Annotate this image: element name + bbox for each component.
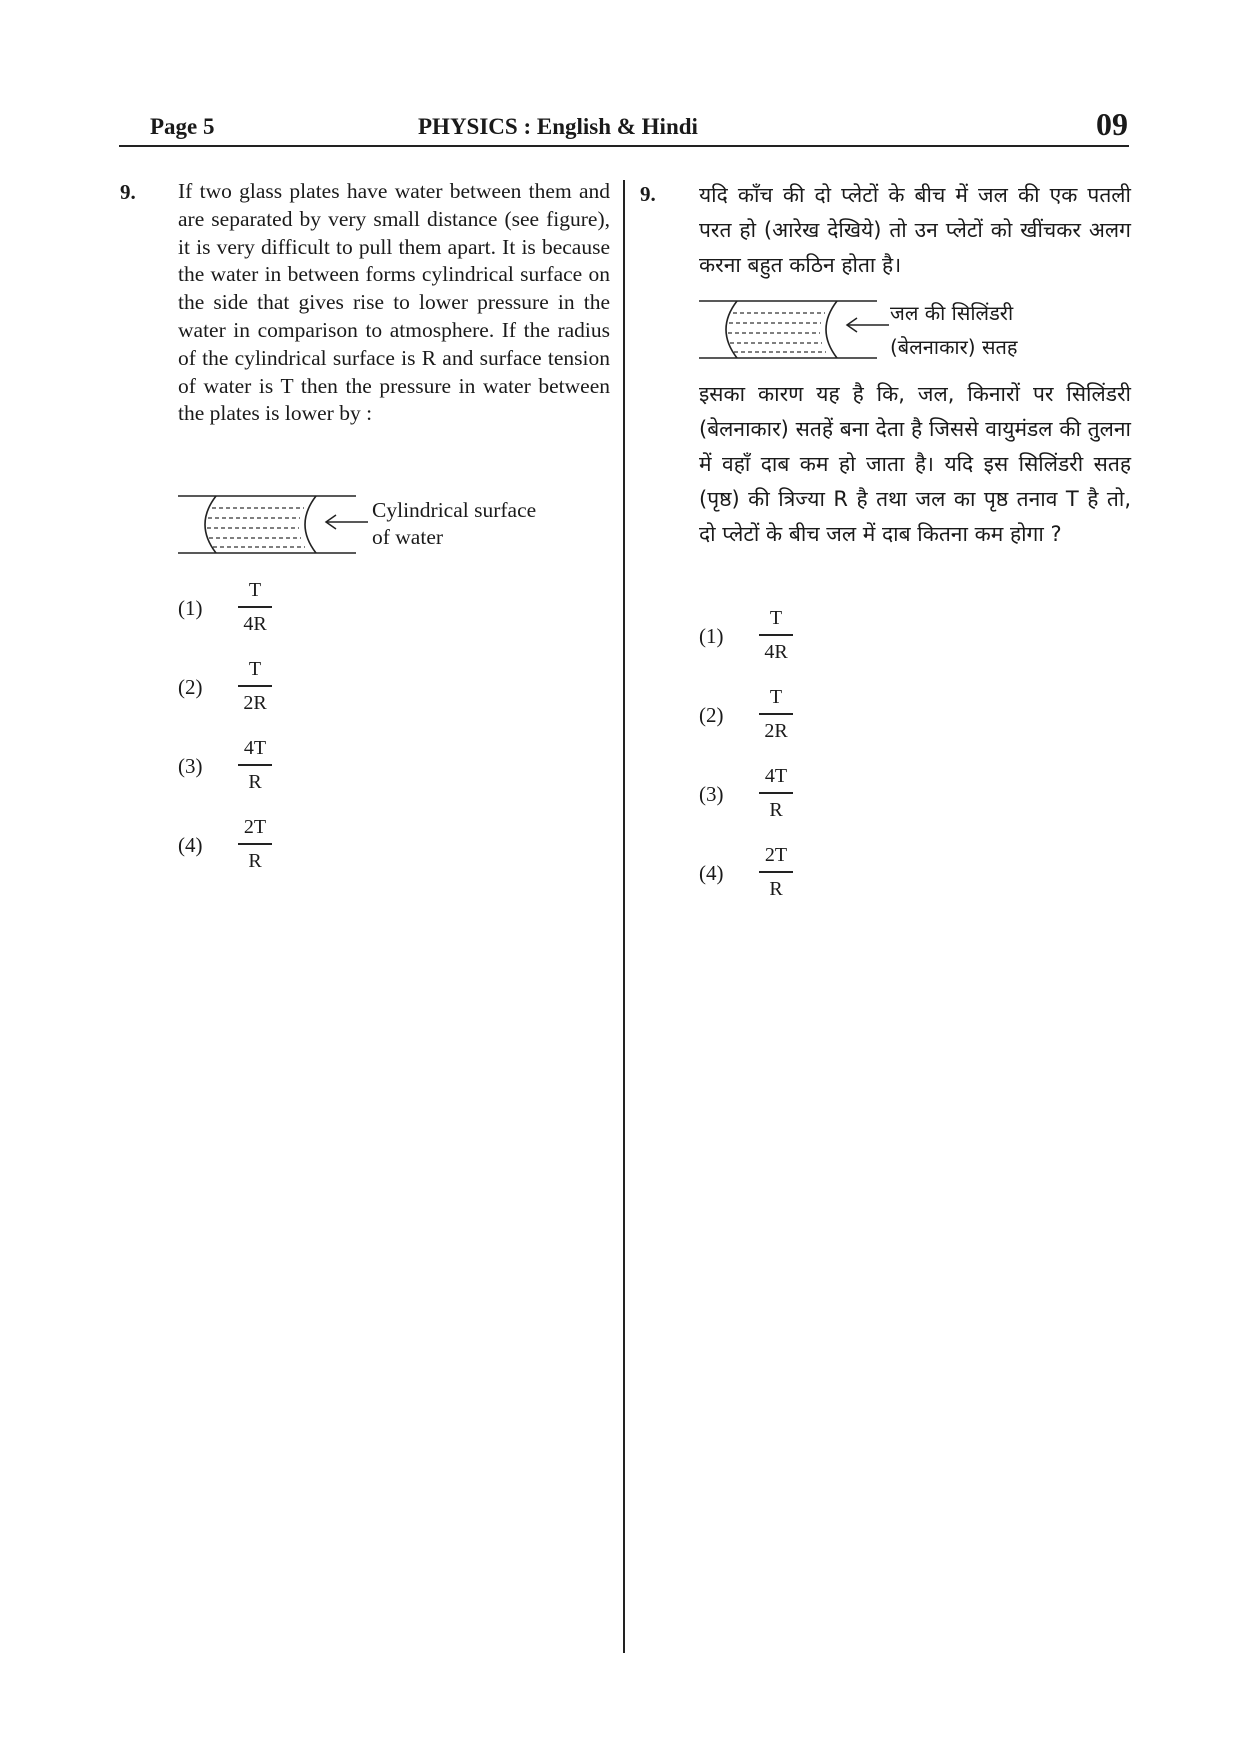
- option-label: (3): [178, 754, 203, 778]
- page-title: PHYSICS : English & Hindi: [418, 114, 698, 139]
- figure-label-en-line1: Cylindrical surface: [372, 498, 537, 522]
- page-number: Page 5: [150, 114, 215, 139]
- option-label: (1): [178, 596, 203, 620]
- fraction: 4T R: [759, 762, 793, 824]
- option-label: (3): [699, 782, 724, 806]
- header-divider: [119, 145, 1129, 147]
- question-text-hi-part1: यदि काँच की दो प्लेटों के बीच में जल की एक पतली परत हो (आरेख देखिये) तो उन प्लेटों को खींचकर अलग करना बहुत कठिन होता है।: [699, 183, 1131, 277]
- figure-label-hi-line2: (बेलनाकार) सतह: [890, 335, 1018, 359]
- figure-label-hi: [890, 296, 1017, 364]
- figure-label-en: [372, 497, 536, 551]
- figure-label-en-line2: of water: [372, 525, 444, 549]
- fraction: T 2R: [238, 655, 272, 717]
- option-label: (1): [699, 624, 724, 648]
- option-label: (2): [699, 703, 724, 727]
- option-label: (4): [178, 833, 203, 857]
- fraction: 4T R: [238, 734, 272, 796]
- question-number-en: 9.: [120, 180, 136, 204]
- figure-label-hi-line1: जल की सिलिंडरी: [890, 301, 1014, 325]
- option-label: (4): [699, 861, 724, 885]
- arrow-icon: [843, 315, 893, 335]
- fraction: T 2R: [759, 683, 793, 745]
- fraction: T 4R: [238, 576, 272, 638]
- question-text-en: If two glass plates have water between them and are separated by very small distance (see figure), it is very difficult to pull them apart. It is because the water in between forms cylindrical surface on the side that gives rise to lower pressure in the water in comparison to atmosphere. If the radius of the cylindrical surface is R and surface tension of water is T then the pressure in water between the plates is lower by :: [178, 179, 610, 426]
- arrow-icon: [322, 512, 372, 532]
- fraction: 2T R: [238, 813, 272, 875]
- column-divider: [623, 180, 625, 1653]
- fraction: T 4R: [759, 604, 793, 666]
- option-label: (2): [178, 675, 203, 699]
- question-text-hi-part2: इसका कारण यह है कि, जल, किनारों पर सिलिंडरी (बेलनाकार) सतहें बना देता है जिससे वायुमंडल की तुलना में वहाँ दाब कम हो जाता है। यदि इस सिलिंडरी सतह (पृष्ठ) की त्रिज्या R है तथा जल का पृष्ठ तनाव T है तो, दो प्लेटों के बीच जल में दाब कितना कम होगा ?: [699, 382, 1131, 546]
- question-number-hi: 9.: [640, 182, 656, 206]
- paper-code: 09: [1096, 106, 1128, 142]
- fraction: 2T R: [759, 841, 793, 903]
